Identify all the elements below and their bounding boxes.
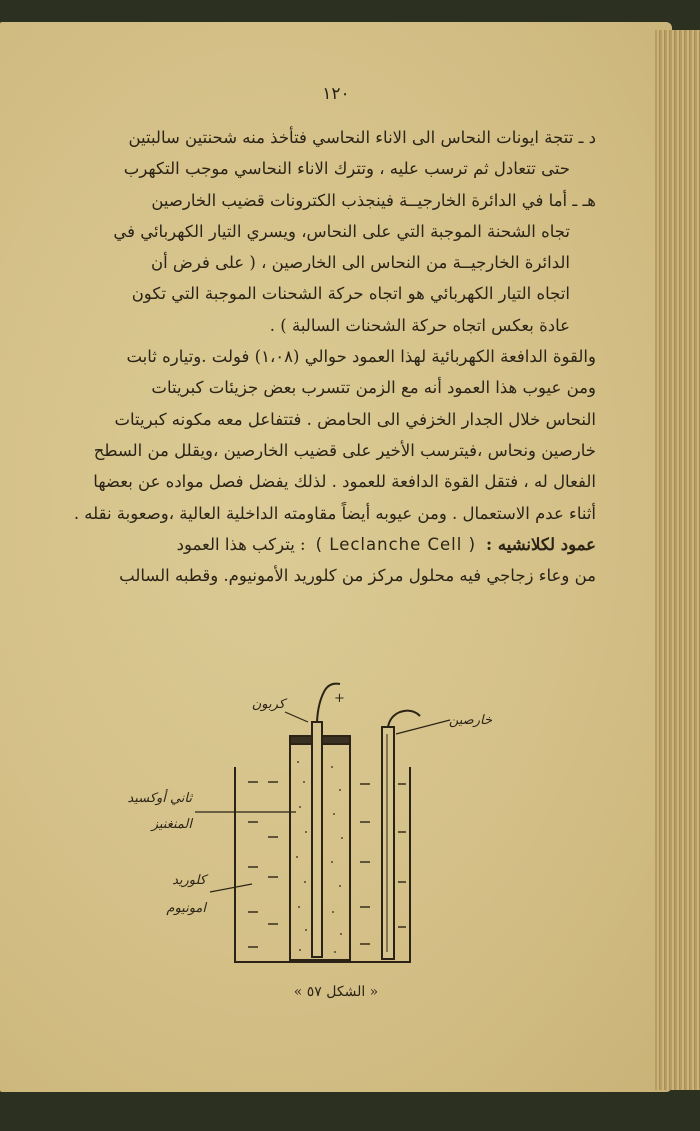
manganese-label-bottom: المنغنيز <box>151 817 192 832</box>
text-line: الفعال له ، فتقل القوة الدافعة للعمود . لذلك يفضل فصل مواده عن بعضها <box>93 472 596 492</box>
text-line: حتى تتعادل ثم ترسب عليه ، وتترك الاناء النحاسي موجب التكهرب <box>123 159 570 179</box>
carbon-label: كربون <box>251 697 285 712</box>
carbon-pointer <box>285 712 308 722</box>
plus-label: + <box>334 691 345 706</box>
text-line: ومن عيوب هذا العمود أنه مع الزمن تتسرب بعض جزيئات كبريتات <box>151 378 596 398</box>
text-line: تجاه الشحنة الموجبة التي على النحاس، ويسري التيار الكهربائي في <box>113 221 570 241</box>
manganese-label-top: ثاني أوكسيد <box>127 791 192 806</box>
zinc-wire <box>388 711 420 727</box>
book-page <box>0 22 672 1092</box>
chloride-label-top: كلوريد <box>172 873 206 888</box>
text-line: أثناء عدم الاستعمال . ومن عيوبه أيضاً مقاومته الداخلية العالية ،وصعوبة نقله . <box>73 503 596 523</box>
text-line: د ـ تتجة ايونات النحاس الى الاناء النحاسي فتأخذ منه شحنتين سالبتين <box>128 128 596 147</box>
zinc-label: خارصين <box>448 713 492 728</box>
carbon-rod <box>312 722 322 957</box>
leclanche-cell-diagram <box>120 672 540 982</box>
text-line: اتجاه التيار الكهربائي هو اتجاه حركة الشحنات الموجبة التي تكون <box>131 284 570 304</box>
text-line: هـ ـ أما في الدائرة الخارجيــة فينجذب الكترونات قضيب الخارصين <box>151 190 596 210</box>
page-edges <box>655 30 700 1090</box>
chloride-label-bottom: امونيوم <box>166 901 206 916</box>
text-line: الدائرة الخارجيــة من النحاس الى الخارصين ، ( على فرض أن <box>150 253 570 273</box>
section-heading-latin: ( Leclanche Cell ) <box>315 534 477 554</box>
chloride-pointer <box>210 884 252 892</box>
body-text <box>40 122 596 591</box>
figure-caption: « الشكل ٥٧ » <box>293 984 379 1000</box>
section-heading-line <box>40 529 596 560</box>
zinc-pointer <box>396 720 450 734</box>
text-line: عادة بعكس اتجاه حركة الشحنات السالبة ) . <box>269 315 570 335</box>
section-heading: عمود لكلانشيه : <box>486 529 596 560</box>
section-heading-rest: : يتركب هذا العمود <box>176 534 306 554</box>
zinc-rod <box>382 727 394 959</box>
text-line: من وعاء زجاجي فيه محلول مركز من كلوريد الأمونيوم. وقطبه السالب <box>119 566 596 586</box>
text-line: خارصين ونحاس ،فيترسب الأخير على قضيب الخارصين ،ويقلل من السطح <box>93 440 596 460</box>
page-number: ١٢٠ <box>322 84 350 104</box>
text-line: النحاس خلال الجدار الخزفي الى الحامض . فتتفاعل معه مكونه كبريتات <box>114 409 596 429</box>
text-line: والقوة الدافعة الكهربائية لهذا العمود حوالي (١،٠٨) فولت .وتياره ثابت <box>126 347 596 367</box>
